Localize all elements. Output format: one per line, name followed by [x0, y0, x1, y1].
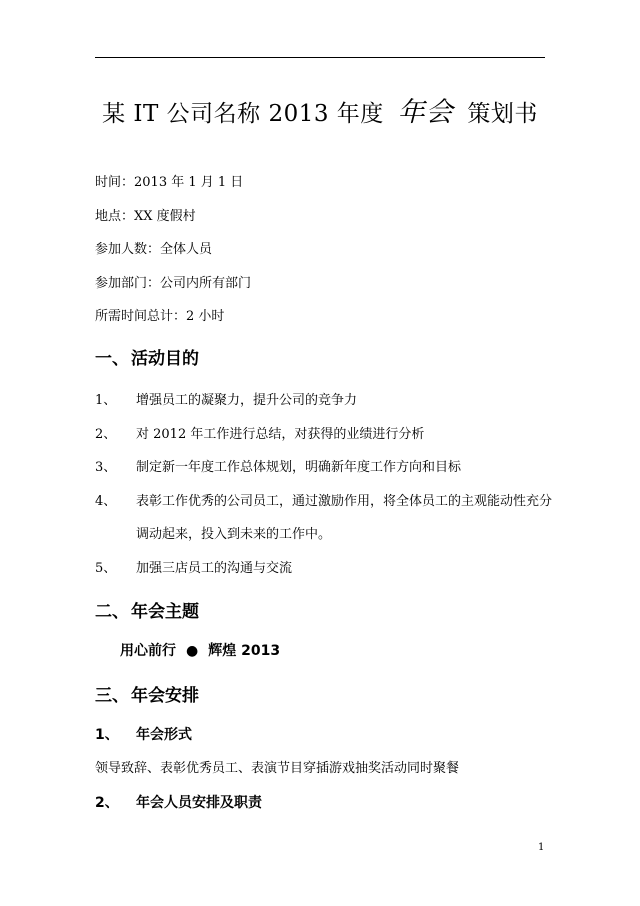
info-time: 时间：2013 年 1 月 1 日 [95, 175, 244, 190]
list-item [95, 389, 357, 408]
info-location: 地点：XX 度假村 [95, 209, 196, 224]
section-title: 年会主题 [131, 602, 199, 622]
section-heading-arrangement [95, 681, 199, 706]
list-item-number: 3、 [95, 460, 117, 475]
list-item [95, 490, 552, 509]
list-item-number: 4、 [95, 494, 117, 509]
list-item-text: 表彰工作优秀的公司员工，通过激励作用，将全体员工的主观能动性充分 [136, 494, 553, 509]
bullet-dot-icon: ● [186, 643, 199, 659]
info-departments: 参加部门：公司内所有部门 [95, 276, 252, 291]
document-title [0, 90, 640, 129]
list-item-text: 增强员工的凝聚力，提升公司的竞争力 [136, 393, 358, 408]
list-item-number: 1、 [95, 393, 117, 408]
list-item-number: 5、 [95, 561, 117, 576]
section-title: 活动目的 [131, 349, 199, 369]
info-attendees: 参加人数：全体人员 [95, 242, 213, 257]
theme-right: 辉煌 2013 [208, 643, 281, 659]
subheading-number: 2、 [95, 795, 119, 811]
title-suffix: 策划书 [459, 101, 538, 127]
list-item-number: 2、 [95, 427, 117, 442]
list-item [95, 423, 424, 442]
subheading-title: 年会人员安排及职责 [136, 795, 262, 811]
subheading-number: 1、 [95, 727, 119, 743]
section-number: 三、 [95, 686, 129, 706]
list-item-text: 制定新一年度工作总体规划，明确新年度工作方向和目标 [136, 460, 462, 475]
page-number: 1 [538, 842, 545, 853]
section-heading-goals [95, 344, 199, 369]
section-title: 年会安排 [131, 686, 199, 706]
title-emphasis: 年会 [397, 97, 454, 128]
list-item [95, 557, 292, 576]
list-item [95, 456, 461, 475]
theme-slogan [120, 640, 280, 660]
list-item-text: 对 2012 年工作进行总结，对获得的业绩进行分析 [136, 427, 425, 442]
list-item-text: 加强三店员工的沟通与交流 [136, 561, 293, 576]
info-duration: 所需时间总计：2 小时 [95, 309, 225, 324]
list-item-continuation: 调动起来，投入到未来的工作中。 [136, 527, 332, 542]
section-number: 一、 [95, 349, 129, 369]
theme-left: 用心前行 [120, 643, 176, 659]
section-number: 二、 [95, 602, 129, 622]
header-rule [95, 57, 545, 58]
format-description: 领导致辞、表彰优秀员工、表演节目穿插游戏抽奖活动同时聚餐 [95, 761, 460, 776]
subheading-format [95, 724, 192, 744]
subheading-title: 年会形式 [136, 727, 192, 743]
section-heading-theme [95, 597, 199, 622]
title-prefix: 某 IT 公司名称 2013 年度 [102, 101, 392, 127]
subheading-staff [95, 792, 262, 812]
